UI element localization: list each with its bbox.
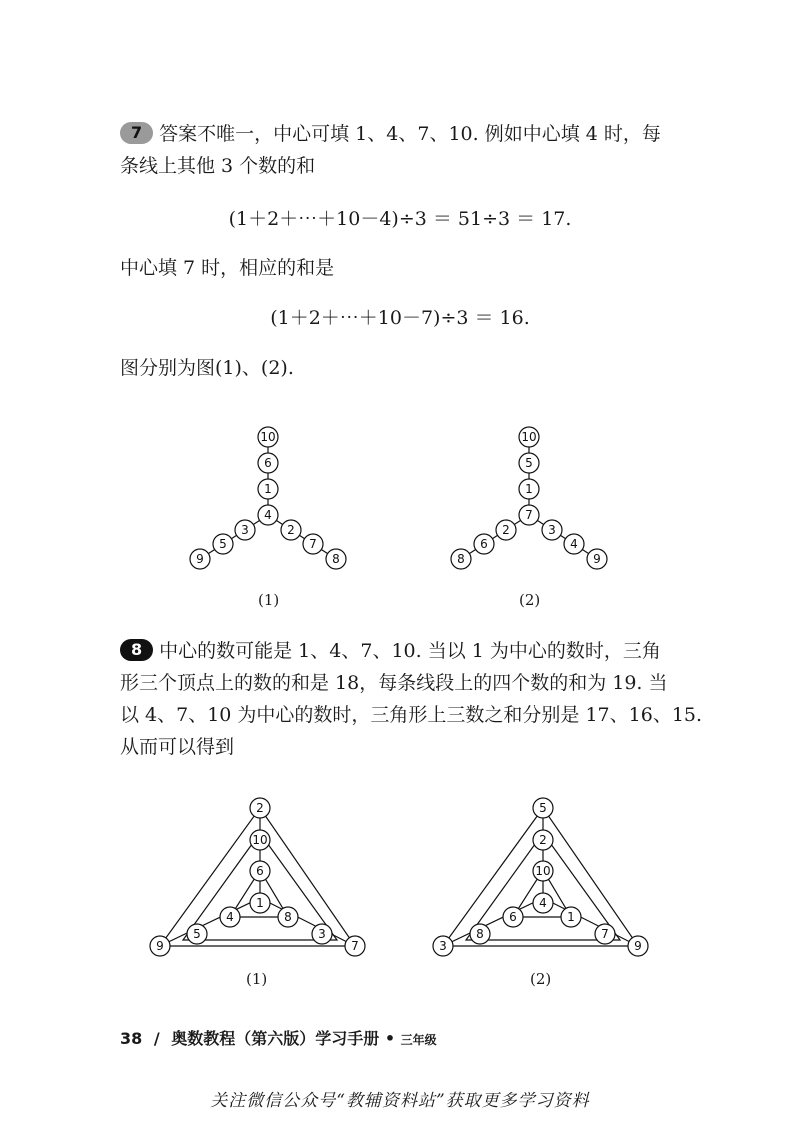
node-top-mid: 2 xyxy=(539,833,547,847)
formula-1: (1＋2＋⋯＋10－4)÷3 ＝ 51÷3 ＝ 17. xyxy=(228,208,572,230)
node-left-mid: 6 xyxy=(480,537,488,551)
problem8-line4: 从而可以得到 xyxy=(120,736,235,758)
watermark-text: 关注微信公众号“教辅资料站”获取更多学习资料 xyxy=(210,1091,590,1111)
problem7-line4: 图分别为图(1)、(2). xyxy=(120,357,294,379)
triangle-figure-2-caption: (2) xyxy=(530,970,552,988)
node-left-corner: 3 xyxy=(439,939,447,953)
problem8-line1: 8 中心的数可能是 1、4、7、10. 当以 1 为中心的数时，三角 xyxy=(120,635,661,667)
node-top-outer: 10 xyxy=(521,430,537,444)
node-left-mid: 5 xyxy=(193,927,201,941)
node-right-outer: 9 xyxy=(593,552,601,566)
book-title: 奥数教程（第六版）学习手册 xyxy=(171,1029,380,1048)
node-left-inner: 2 xyxy=(502,523,510,537)
footer-slash: / xyxy=(153,1029,160,1048)
node-top-inner: 10 xyxy=(535,864,551,878)
node-top-mid: 6 xyxy=(264,456,272,470)
node-center: 4 xyxy=(264,508,272,522)
node-apex: 2 xyxy=(256,801,264,815)
node-right-corner: 7 xyxy=(351,939,359,953)
node-left-inner: 3 xyxy=(241,523,249,537)
node-center: 4 xyxy=(539,896,547,910)
node-center: 1 xyxy=(256,896,264,910)
node-left-inner: 6 xyxy=(509,910,517,924)
node-right-inner: 1 xyxy=(567,910,575,924)
triangle-figure-1 xyxy=(145,795,375,975)
node-right-inner: 2 xyxy=(287,523,295,537)
triangle-figure-2 xyxy=(428,795,658,975)
formula-2: (1＋2＋⋯＋10－7)÷3 ＝ 16. xyxy=(270,307,530,329)
node-left-inner: 4 xyxy=(226,910,234,924)
grade-label: 三年级 xyxy=(400,1033,437,1047)
node-right-outer: 8 xyxy=(332,552,340,566)
footer-dot: • xyxy=(384,1029,396,1048)
node-left-outer: 8 xyxy=(457,552,465,566)
node-top-mid: 5 xyxy=(525,456,533,470)
node-top-inner: 6 xyxy=(256,864,264,878)
y-figure-1-caption: (1) xyxy=(258,591,280,609)
node-top-mid: 10 xyxy=(252,833,268,847)
problem7-line1: 7 答案不唯一，中心可填 1、4、7、10. 例如中心填 4 时，每 xyxy=(120,118,661,150)
node-left-mid: 5 xyxy=(219,537,227,551)
node-right-mid: 4 xyxy=(570,537,578,551)
node-right-mid: 7 xyxy=(601,927,609,941)
node-right-corner: 9 xyxy=(634,939,642,953)
node-center: 7 xyxy=(525,508,533,522)
problem7-badge: 7 xyxy=(120,122,153,144)
problem7-line2: 条线上其他 3 个数的和 xyxy=(120,155,316,177)
triangle-figure-1-caption: (1) xyxy=(246,970,268,988)
node-top-inner: 1 xyxy=(264,482,272,496)
problem7-line3: 中心填 7 时，相应的和是 xyxy=(120,257,335,279)
y-figure-2 xyxy=(431,420,631,580)
node-right-mid: 7 xyxy=(309,537,317,551)
node-right-inner: 8 xyxy=(284,910,292,924)
node-right-inner: 3 xyxy=(548,523,556,537)
node-left-outer: 9 xyxy=(196,552,204,566)
page-number: 38 xyxy=(120,1029,143,1048)
node-left-corner: 9 xyxy=(156,939,164,953)
y-figure-1 xyxy=(170,420,370,580)
node-top-outer: 10 xyxy=(260,430,276,444)
node-right-mid: 3 xyxy=(318,927,326,941)
problem8-line3: 以 4、7、10 为中心的数时，三角形上三数之和分别是 17、16、15. xyxy=(120,704,703,726)
node-apex: 5 xyxy=(539,801,547,815)
node-left-mid: 8 xyxy=(476,927,484,941)
page-footer xyxy=(120,1026,437,1049)
y-figure-2-caption: (2) xyxy=(519,591,541,609)
node-top-inner: 1 xyxy=(525,482,533,496)
problem8-line2: 形三个顶点上的数的和是 18，每条线段上的四个数的和为 19. 当 xyxy=(120,672,668,694)
problem8-badge: 8 xyxy=(120,639,153,661)
